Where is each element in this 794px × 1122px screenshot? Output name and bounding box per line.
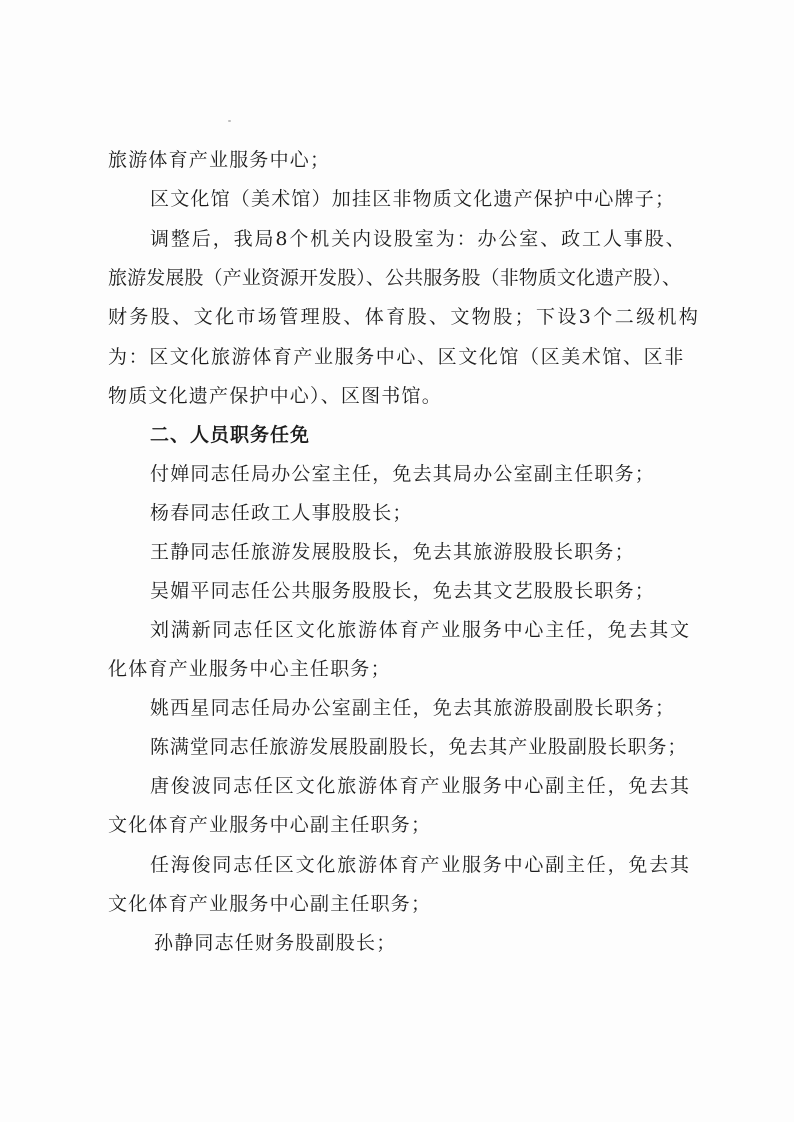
paragraph-line: 文化体育产业服务中心副主任职务； — [108, 814, 432, 836]
paragraph-line: 姚西星同志任局办公室副主任，免去其旅游股副股长职务； — [150, 697, 676, 719]
paragraph-line: 杨春同志任政工人事股股长； — [150, 502, 413, 524]
section-heading: 二、人员职务任免 — [150, 424, 311, 446]
paragraph-line: 旅游发展股（产业资源开发股）、公共服务股（非物质文化遗产股）、 — [108, 267, 682, 289]
paragraph-line: 陈满堂同志任旅游发展股副股长，免去其产业股副股长职务； — [150, 736, 688, 758]
paragraph-line: 财务股、文化市场管理股、体育股、文物股；下设3个二级机构 — [108, 306, 701, 328]
paragraph-line: 付婵同志任局办公室主任，免去其局办公室副主任职务； — [150, 463, 656, 485]
paragraph-line: 化体育产业服务中心主任职务； — [108, 658, 391, 680]
paragraph-line: 唐俊波同志任区文化旅游体育产业服务中心副主任，免去其 — [150, 775, 691, 797]
paragraph-line: 孙静同志任财务股副股长； — [154, 932, 397, 954]
paragraph-line: 吴媚平同志任公共服务股股长，免去其文艺股股长职务； — [150, 580, 656, 602]
paragraph-line: 物质文化遗产保护中心）、区图书馆。 — [108, 385, 442, 407]
paragraph-line: 王静同志任旅游发展股股长，免去其旅游股股长职务； — [150, 541, 635, 563]
paragraph-line: 刘满新同志任区文化旅游体育产业服务中心主任，免去其文 — [150, 619, 691, 641]
paragraph-line: 为：区文化旅游体育产业服务中心、区文化馆（区美术馆、区非 — [108, 346, 685, 368]
paragraph-line: 任海俊同志任区文化旅游体育产业服务中心副主任，免去其 — [150, 854, 691, 876]
paragraph-line: 区文化馆（美术馆）加挂区非物质文化遗产保护中心牌子； — [150, 188, 676, 210]
paragraph-line: 调整后，我局8个机关内设股室为：办公室、政工人事股、 — [150, 228, 687, 250]
paragraph-line: 旅游体育产业服务中心； — [108, 149, 331, 171]
scan-speck — [228, 120, 231, 122]
paragraph-line: 文化体育产业服务中心副主任职务； — [108, 893, 432, 915]
